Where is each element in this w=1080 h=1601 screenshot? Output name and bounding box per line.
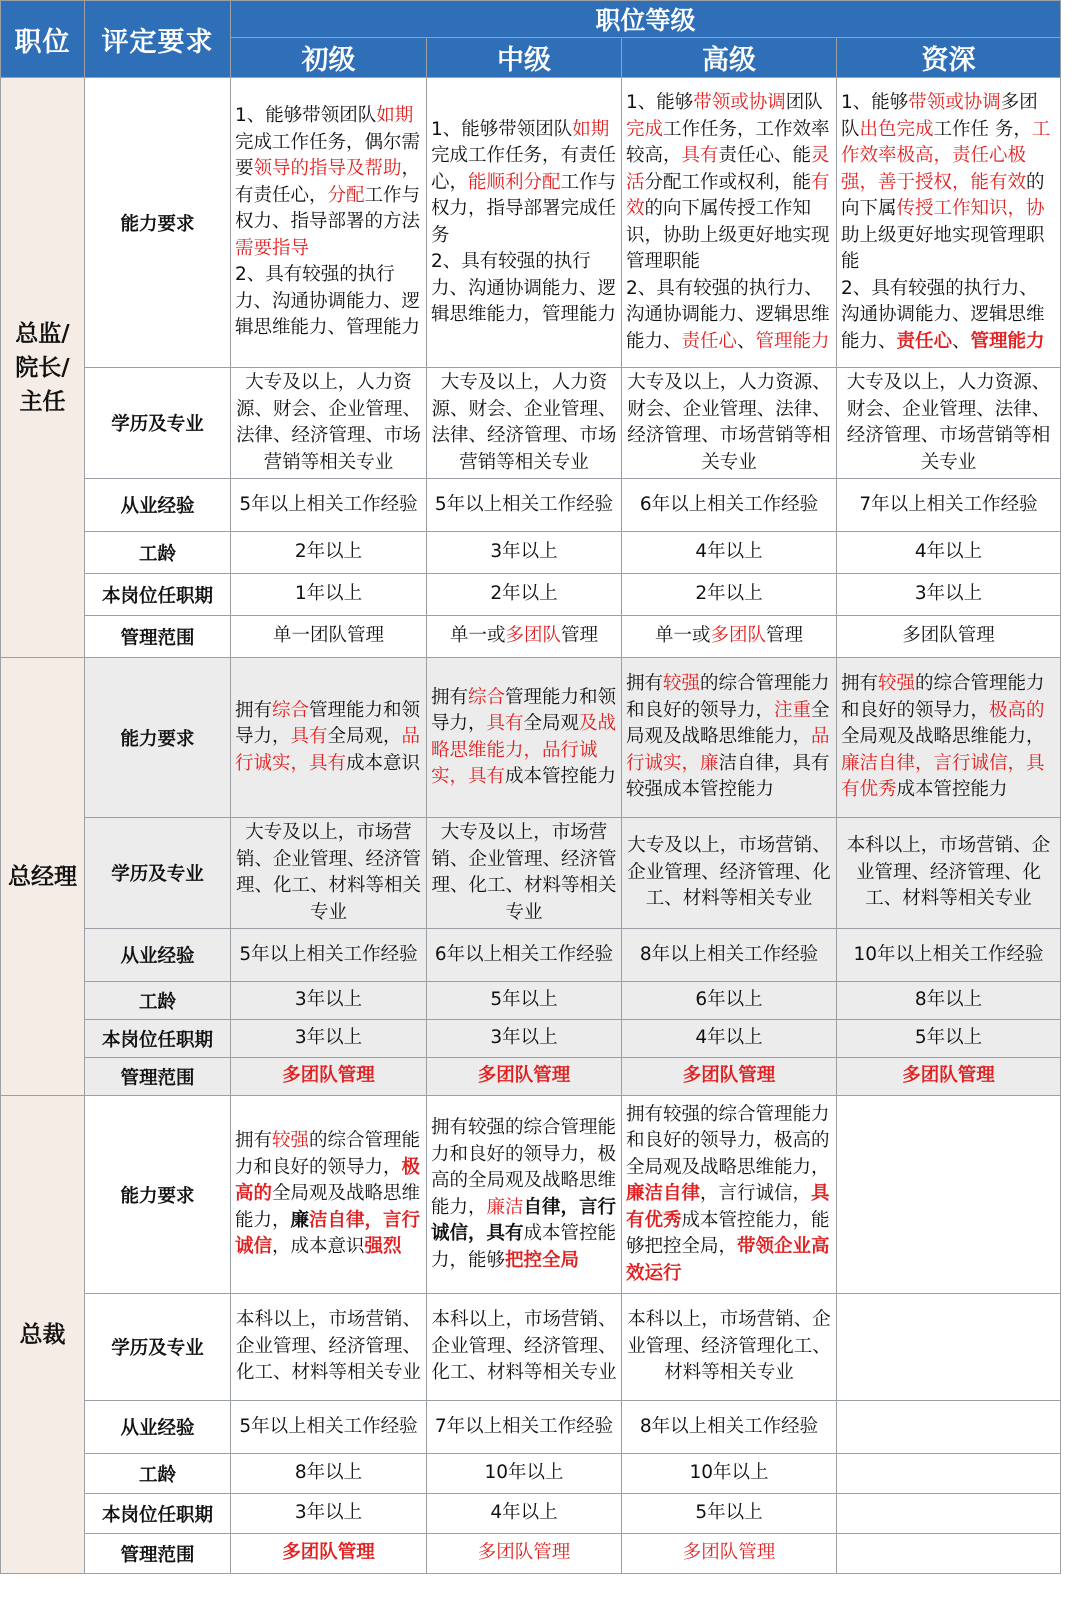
value-cell xyxy=(837,1294,1061,1401)
value-cell xyxy=(427,1401,622,1454)
cell-text: 本科以上，市场营销、企业管理、经济管理化工、材料等相关专业 xyxy=(627,1309,831,1384)
cell-text: 具有优秀 xyxy=(626,1183,830,1231)
cell-text: 5年以上 xyxy=(914,1027,983,1049)
value-cell xyxy=(622,1494,837,1534)
value-cell xyxy=(231,1401,427,1454)
cell-text: 单一团队管理 xyxy=(272,625,384,647)
cell-text: 管理 xyxy=(561,625,599,647)
criterion-scope: 管理范围 xyxy=(85,1534,231,1574)
cell-text: 出色完成 xyxy=(859,118,934,140)
position-cell-group-director: 总监/ 院长/ 主任 xyxy=(1,78,85,658)
cell-text: 工作与权力，指导部署完成任务 2、具有较强的执行力、沟通协调能力、逻辑思维能力，管理能力 xyxy=(431,171,617,325)
value-cell xyxy=(231,982,427,1020)
cell-text: 、 xyxy=(737,330,756,352)
table-row xyxy=(1,1494,1061,1534)
value-cell xyxy=(837,929,1061,982)
value-cell xyxy=(622,532,837,574)
cell-text: 及战略思维能力，品行诚实，具有 xyxy=(431,713,617,787)
cell-text: 3年以上 xyxy=(490,1027,558,1049)
cell-text: 注重 xyxy=(774,699,812,721)
cell-text: 成本意识 xyxy=(346,752,421,774)
value-cell xyxy=(622,368,837,479)
cell-text: 多团队管理 xyxy=(682,1542,776,1564)
value-cell xyxy=(231,1294,427,1401)
value-cell xyxy=(231,1058,427,1096)
table-row xyxy=(1,1294,1061,1401)
cell-text: 极高的 xyxy=(235,1156,421,1205)
cell-text: 团队 xyxy=(785,92,823,113)
cell-text: 极高的 xyxy=(989,699,1045,721)
cell-text: 本科以上，市场营销、企业管理、经济管理、化工、材料等相关专业 xyxy=(235,1309,421,1384)
value-cell xyxy=(622,818,837,929)
cell-text: 2年以上 xyxy=(695,583,763,605)
value-cell xyxy=(837,1534,1061,1574)
cell-text: 的综合管理能力和良好的领导力， xyxy=(235,1130,421,1178)
header-position: 职位 xyxy=(1,1,85,78)
value-cell xyxy=(427,658,622,818)
cell-text: ，成本意识 xyxy=(272,1236,365,1258)
cell-text: 完成工作任务，有责任心， xyxy=(431,145,617,193)
value-cell xyxy=(231,532,427,574)
value-cell xyxy=(622,1534,837,1574)
cell-text: 责任心 xyxy=(896,330,953,352)
cell-text: 成本管控能力 xyxy=(896,779,1008,801)
cell-text: 如期 xyxy=(376,105,414,127)
value-cell xyxy=(837,1096,1061,1294)
cell-text: 多团队管理 xyxy=(477,1542,571,1564)
cell-text: 较强 xyxy=(272,1130,310,1152)
criterion-scope: 管理范围 xyxy=(85,1058,231,1096)
cell-text: 大专及以上，市场营销、企业管理、经济管理、化工、材料等相关专业 xyxy=(235,822,421,923)
value-cell xyxy=(231,1534,427,1574)
cell-text: 全局观， xyxy=(327,726,402,748)
value-cell xyxy=(231,929,427,982)
table-row xyxy=(1,368,1061,479)
table-row xyxy=(1,479,1061,532)
criterion-experience: 从业经验 xyxy=(85,929,231,982)
value-cell xyxy=(427,616,622,658)
cell-text: 工作任 务， xyxy=(933,118,1032,140)
table-row xyxy=(1,1454,1061,1494)
cell-text: 带领或协调 xyxy=(908,92,1001,113)
cell-text: 廉 xyxy=(290,1209,310,1231)
table-row xyxy=(1,658,1061,818)
cell-text: 有效 xyxy=(626,171,830,219)
cell-text: 如期 xyxy=(572,118,610,140)
cell-text: 大专及以上，人力资源、财会、企业管理、法律、经济管理、市场营销等相关专业 xyxy=(627,372,831,473)
cell-text: 1、能够带领团队 xyxy=(235,105,377,127)
cell-text: 多团队 xyxy=(710,625,766,647)
cell-text: 助上级更好地实现管理职能 2、具有较强的执行力、沟通协调能力、逻辑思维能力、 xyxy=(841,224,1045,352)
criterion-experience: 从业经验 xyxy=(85,1401,231,1454)
position-cell-group-president: 总裁 xyxy=(1,1096,85,1574)
table-row xyxy=(1,1058,1061,1096)
cell-text: 大专及以上，市场营销、企业管理、经济管理、化工、材料等相关专业 xyxy=(627,835,831,910)
cell-text: 5年以上相关工作经验 xyxy=(239,1415,418,1437)
header-level-senior: 高级 xyxy=(622,38,837,78)
cell-text: 1、能够 xyxy=(626,92,694,113)
table-row xyxy=(1,1020,1061,1058)
cell-text: 拥有较强的综合管理能力和良好的领导力，极高的全局观及战略思维能力， xyxy=(431,1117,617,1218)
cell-text: 1年以上 xyxy=(294,583,363,605)
value-cell xyxy=(231,368,427,479)
cell-text: 10年以上 xyxy=(484,1462,564,1484)
value-cell xyxy=(231,1096,427,1294)
cell-text: 多团队 xyxy=(505,625,561,647)
criterion-tenure: 本岗位任职期 xyxy=(85,1494,231,1534)
cell-text: 3年以上 xyxy=(490,541,558,563)
table-row xyxy=(1,532,1061,574)
value-cell xyxy=(231,574,427,616)
cell-text: 5年以上 xyxy=(490,989,558,1011)
cell-text: 6年以上相关工作经验 xyxy=(639,493,819,515)
cell-text: 5年以上相关工作经验 xyxy=(434,493,614,515)
value-cell xyxy=(837,78,1061,368)
value-cell xyxy=(231,658,427,818)
cell-text: 单一或 xyxy=(654,625,711,647)
cell-text: 洁自律，言行诚信 xyxy=(235,1209,421,1258)
cell-text: 10年以上相关工作经验 xyxy=(853,943,1044,965)
cell-text: 成本管控能力，能够 xyxy=(431,1223,617,1271)
cell-text: 6年以上相关工作经验 xyxy=(434,943,614,965)
cell-text: 廉洁自律，言行诚信，具有优秀 xyxy=(841,752,1045,801)
table-body xyxy=(1,78,1061,1574)
cell-text: 领导的指导及帮助 xyxy=(253,158,402,180)
cell-text: 4年以上 xyxy=(695,1027,763,1049)
cell-text: 8年以上相关工作经验 xyxy=(639,1415,819,1437)
cell-text: 具有 xyxy=(290,726,328,748)
criterion-seniority: 工龄 xyxy=(85,982,231,1020)
value-cell xyxy=(837,479,1061,532)
value-cell xyxy=(837,1401,1061,1454)
criterion-experience: 从业经验 xyxy=(85,479,231,532)
cell-text: 廉洁自律 xyxy=(626,1183,701,1205)
cell-text: 具有 xyxy=(681,145,719,166)
cell-text: 拥有较强的综合管理能力和良好的领导力，极高的全局观及战略思维能力， xyxy=(626,1103,830,1178)
cell-text: 5年以上相关工作经验 xyxy=(239,493,418,515)
value-cell xyxy=(427,929,622,982)
header-level-group: 职位等级 xyxy=(231,1,1061,38)
cell-text: 3年以上 xyxy=(914,583,983,605)
cell-text: 多团队管理 xyxy=(282,1542,375,1564)
cell-text: 4年以上 xyxy=(490,1502,558,1524)
value-cell xyxy=(231,479,427,532)
value-cell xyxy=(622,78,837,368)
cell-text: 管理 xyxy=(766,625,804,647)
criterion-seniority: 工龄 xyxy=(85,1454,231,1494)
value-cell xyxy=(427,1096,622,1294)
cell-text: 责任心 xyxy=(681,330,738,352)
value-cell xyxy=(622,1401,837,1454)
value-cell xyxy=(231,78,427,368)
value-cell xyxy=(427,1454,622,1494)
criterion-education: 学历及专业 xyxy=(85,1294,231,1401)
cell-text: 全局观 xyxy=(523,713,580,734)
value-cell xyxy=(231,1020,427,1058)
cell-text: 成本管控能力，能够把控全局， xyxy=(626,1209,830,1258)
value-cell xyxy=(837,1020,1061,1058)
cell-text: 全局观及战略思维能力， xyxy=(841,726,1045,748)
cell-text: 拥有 xyxy=(235,699,273,721)
cell-text: 、 xyxy=(952,330,971,352)
cell-text: 3年以上 xyxy=(294,989,363,1011)
cell-text: 带领企业高效运行 xyxy=(626,1236,830,1284)
value-cell xyxy=(837,1454,1061,1494)
value-cell xyxy=(622,479,837,532)
cell-text: 传授工作知识，协 xyxy=(896,198,1045,219)
cell-text: 完成 xyxy=(626,118,664,140)
cell-text: 7年以上相关工作经验 xyxy=(859,493,1038,515)
value-cell xyxy=(837,982,1061,1020)
cell-text: 分配工作或权利，能 xyxy=(644,171,812,193)
cell-text: 1、能够带领团队 xyxy=(431,118,573,140)
cell-text: ，言行诚信， xyxy=(700,1183,812,1205)
cell-text: 多团队管理 xyxy=(902,1065,995,1087)
value-cell xyxy=(837,616,1061,658)
criterion-ability: 能力要求 xyxy=(85,1096,231,1294)
value-cell xyxy=(231,1494,427,1534)
cell-text: 管理能力和领导力， xyxy=(431,686,617,734)
cell-text: 管理能力 xyxy=(755,330,830,352)
cell-text: ，有责任心， xyxy=(235,158,421,206)
value-cell xyxy=(837,1494,1061,1534)
criterion-tenure: 本岗位任职期 xyxy=(85,1020,231,1058)
value-cell xyxy=(231,818,427,929)
value-cell xyxy=(427,1534,622,1574)
cell-text: 5年以上相关工作经验 xyxy=(239,943,418,965)
cell-text: 2、具有较强的执行力、沟通协调能力、逻辑思维能力、管理能力 xyxy=(235,264,421,339)
cell-text: 2年以上 xyxy=(490,583,558,605)
cell-text: 品行诚实，廉 xyxy=(626,726,830,774)
value-cell xyxy=(622,1020,837,1058)
cell-text: 自律，言行诚信，具有 xyxy=(431,1196,617,1244)
value-cell xyxy=(427,479,622,532)
cell-text: 拥有 xyxy=(235,1130,273,1152)
value-cell xyxy=(427,982,622,1020)
value-cell xyxy=(427,1058,622,1096)
table-row xyxy=(1,1096,1061,1294)
table-row xyxy=(1,1401,1061,1454)
cell-text: 的向下属传授工作知识，协助上级更好地实现管理职能 2、具有较强的执行力、沟通协调能力、逻辑思维能力、 xyxy=(626,198,830,352)
value-cell xyxy=(622,1294,837,1401)
cell-text: 综合 xyxy=(272,699,310,721)
cell-text: 完成工作任务，偶尔需要 xyxy=(235,131,421,180)
value-cell xyxy=(837,574,1061,616)
cell-text: 拥有 xyxy=(841,673,879,695)
cell-text: 5年以上 xyxy=(695,1502,763,1524)
cell-text: 需要指导 xyxy=(235,237,310,259)
table-row xyxy=(1,982,1061,1020)
value-cell xyxy=(837,532,1061,574)
value-cell xyxy=(427,1020,622,1058)
header-level-middle: 中级 xyxy=(427,38,622,78)
cell-text: 工作与权力、指导部署的方法 xyxy=(235,184,421,233)
cell-text: 洁自律，具有较强成本管控能力 xyxy=(626,752,830,801)
value-cell xyxy=(622,982,837,1020)
criterion-ability: 能力要求 xyxy=(85,78,231,368)
cell-text: 的综合管理能力和良好的领导力， xyxy=(841,673,1045,721)
value-cell xyxy=(231,1454,427,1494)
criterion-education: 学历及专业 xyxy=(85,368,231,479)
header-criteria: 评定要求 xyxy=(85,1,231,78)
value-cell xyxy=(427,818,622,929)
cell-text: 管理能力和领导力， xyxy=(235,699,421,748)
cell-text: 大专及以上，人力资源、财会、企业管理、法律、经济管理、市场营销等相关专业 xyxy=(431,372,617,473)
cell-text: 大专及以上，人力资源、财会、企业管理、法律、经济管理、市场营销等相关专业 xyxy=(846,372,1051,473)
value-cell xyxy=(427,78,622,368)
value-cell xyxy=(622,1454,837,1494)
value-cell xyxy=(837,1058,1061,1096)
cell-text: 10年以上 xyxy=(689,1462,769,1484)
cell-text: 大专及以上，市场营销、企业管理、经济管理、化工、材料等相关专业 xyxy=(431,822,617,923)
cell-text: 全局观及战略思维能力， xyxy=(626,699,830,748)
cell-text: 多团队管理 xyxy=(682,1065,776,1087)
cell-text: 廉洁 xyxy=(486,1196,524,1218)
value-cell xyxy=(427,532,622,574)
criterion-education: 学历及专业 xyxy=(85,818,231,929)
cell-text: 能顺利分配 xyxy=(468,171,561,193)
cell-text: 本科以上，市场营销、企业管理、经济管理、化工、材料等相关专业 xyxy=(431,1309,617,1384)
cell-text: 多团队管理 xyxy=(902,625,995,647)
cell-text: 6年以上 xyxy=(695,989,763,1011)
cell-text: 8年以上 xyxy=(914,989,983,1011)
criterion-ability: 能力要求 xyxy=(85,658,231,818)
cell-text: 较强 xyxy=(663,673,701,695)
cell-text: 分配 xyxy=(327,184,365,206)
cell-text: 的向下属 xyxy=(841,171,1045,219)
table-row xyxy=(1,78,1061,368)
cell-text: 单一或 xyxy=(449,625,506,647)
cell-text: 带领或协调 xyxy=(693,92,786,113)
value-cell xyxy=(837,658,1061,818)
cell-text: 责任心、能 xyxy=(718,145,812,166)
cell-text: 管理能力 xyxy=(970,330,1045,352)
cell-text: 多团队管理 xyxy=(477,1065,571,1087)
cell-text: 成本管控能力 xyxy=(505,766,617,787)
table-row xyxy=(1,818,1061,929)
cell-text: 具有 xyxy=(486,713,524,734)
cell-text: 4年以上 xyxy=(695,541,763,563)
cell-text: 工作任务，工作效率较高， xyxy=(626,118,830,166)
table-row xyxy=(1,929,1061,982)
cell-text: 多团队 xyxy=(841,92,1038,140)
table-row xyxy=(1,616,1061,658)
table-row xyxy=(1,1534,1061,1574)
cell-text: 2年以上 xyxy=(294,541,363,563)
cell-text: 较强 xyxy=(878,673,916,695)
cell-text: 大专及以上，人力资源、财会、企业管理、法律、经济管理、市场营销等相关专业 xyxy=(235,372,421,473)
cell-text: 拥有 xyxy=(431,686,469,708)
value-cell xyxy=(427,1494,622,1534)
value-cell xyxy=(622,574,837,616)
value-cell xyxy=(622,1058,837,1096)
cell-text: 把控全局 xyxy=(505,1249,580,1271)
cell-text: 灵活 xyxy=(626,145,830,193)
position-cell-group-general-manager: 总经理 xyxy=(1,658,85,1096)
value-cell xyxy=(427,368,622,479)
value-cell xyxy=(427,1294,622,1401)
criterion-scope: 管理范围 xyxy=(85,616,231,658)
cell-text: 的综合管理能力和良好的领导力， xyxy=(626,673,830,721)
cell-text: 8年以上 xyxy=(294,1462,363,1484)
cell-text: 综合 xyxy=(468,686,506,708)
cell-text: 强烈 xyxy=(364,1236,402,1258)
cell-text: 1、能够 xyxy=(841,92,909,113)
cell-text: 4年以上 xyxy=(914,541,983,563)
value-cell xyxy=(231,616,427,658)
cell-text: 8年以上相关工作经验 xyxy=(639,943,819,965)
cell-text: 全局观及战略思维能力， xyxy=(235,1183,421,1231)
value-cell xyxy=(622,1096,837,1294)
value-cell xyxy=(622,616,837,658)
table-row xyxy=(1,574,1061,616)
cell-text: 3年以上 xyxy=(294,1502,363,1524)
cell-text: 拥有 xyxy=(626,673,664,695)
value-cell xyxy=(427,574,622,616)
value-cell xyxy=(837,368,1061,479)
value-cell xyxy=(622,658,837,818)
header-level-junior: 初级 xyxy=(231,38,427,78)
header-level-expert: 资深 xyxy=(837,38,1061,78)
cell-text: 7年以上相关工作经验 xyxy=(434,1415,614,1437)
criterion-seniority: 工龄 xyxy=(85,532,231,574)
cell-text: 多团队管理 xyxy=(282,1065,375,1087)
criterion-tenure: 本岗位任职期 xyxy=(85,574,231,616)
value-cell xyxy=(622,929,837,982)
cell-text: 3年以上 xyxy=(294,1027,363,1049)
value-cell xyxy=(837,818,1061,929)
cell-text: 本科以上，市场营销、企业管理、经济管理、化工、材料等相关专业 xyxy=(846,835,1051,910)
cell-text: 品行诚实，具有 xyxy=(235,726,421,774)
cell-text: 工作效率极高，责任心极强，善于授权，能有效 xyxy=(841,118,1051,193)
